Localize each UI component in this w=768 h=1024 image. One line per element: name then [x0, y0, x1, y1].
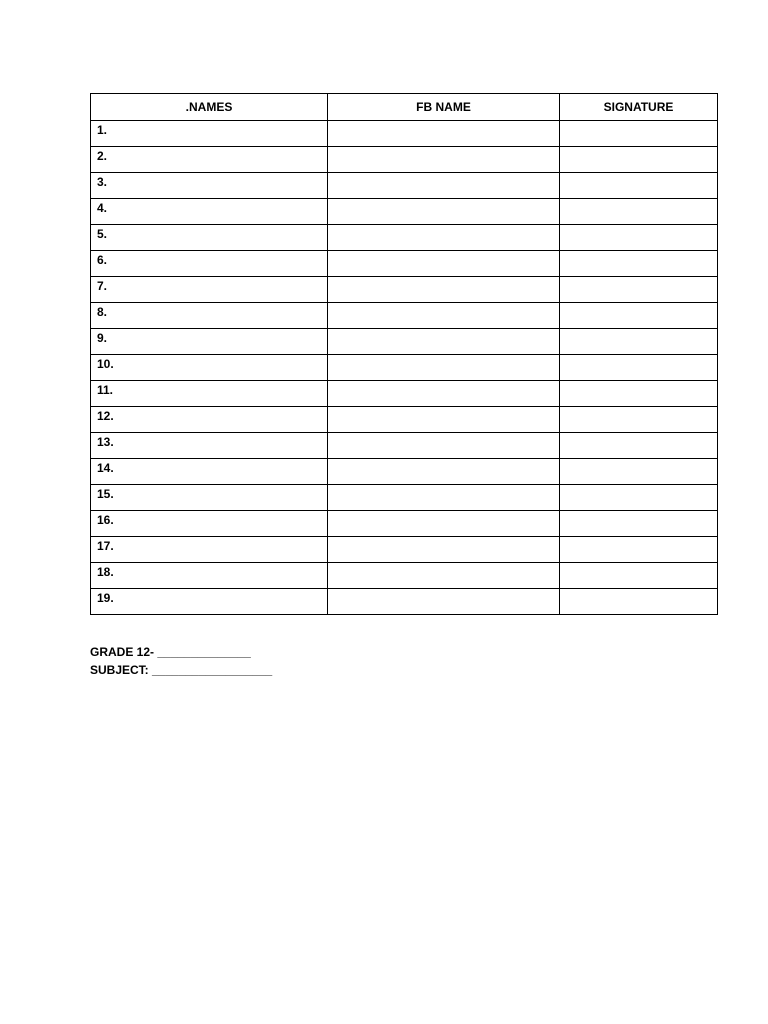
- fb-name-cell[interactable]: [328, 433, 560, 459]
- fb-name-cell[interactable]: [328, 511, 560, 537]
- signature-cell[interactable]: [560, 459, 718, 485]
- signature-cell[interactable]: [560, 225, 718, 251]
- fb-name-cell[interactable]: [328, 277, 560, 303]
- table-row: [91, 589, 718, 615]
- signature-cell[interactable]: [560, 303, 718, 329]
- signature-cell[interactable]: [560, 355, 718, 381]
- name-cell[interactable]: 7.: [91, 277, 328, 303]
- table-row: [91, 537, 718, 563]
- table-row: [91, 381, 718, 407]
- fb-name-cell[interactable]: [328, 537, 560, 563]
- footer-fields: [90, 643, 272, 679]
- fb-name-cell[interactable]: [328, 329, 560, 355]
- table-row: [91, 563, 718, 589]
- fb-name-cell[interactable]: [328, 485, 560, 511]
- header-fb-name: FB NAME: [328, 94, 560, 121]
- signature-cell[interactable]: [560, 485, 718, 511]
- fb-name-cell[interactable]: [328, 121, 560, 147]
- table-row: [91, 277, 718, 303]
- name-cell[interactable]: 8.: [91, 303, 328, 329]
- name-cell[interactable]: 16.: [91, 511, 328, 537]
- fb-name-cell[interactable]: [328, 589, 560, 615]
- fb-name-cell[interactable]: [328, 407, 560, 433]
- name-cell[interactable]: 18.: [91, 563, 328, 589]
- fb-name-cell[interactable]: [328, 303, 560, 329]
- table-row: [91, 485, 718, 511]
- table-row: [91, 147, 718, 173]
- attendance-table: [90, 93, 718, 615]
- name-cell[interactable]: 10.: [91, 355, 328, 381]
- table-row: [91, 433, 718, 459]
- name-cell[interactable]: 13.: [91, 433, 328, 459]
- table-row: [91, 251, 718, 277]
- name-cell[interactable]: 12.: [91, 407, 328, 433]
- table-row: [91, 355, 718, 381]
- fb-name-cell[interactable]: [328, 459, 560, 485]
- fb-name-cell[interactable]: [328, 381, 560, 407]
- signature-cell[interactable]: [560, 511, 718, 537]
- name-cell[interactable]: 15.: [91, 485, 328, 511]
- signature-cell[interactable]: [560, 589, 718, 615]
- signature-cell[interactable]: [560, 147, 718, 173]
- table-row: [91, 173, 718, 199]
- name-cell[interactable]: 17.: [91, 537, 328, 563]
- fb-name-cell[interactable]: [328, 563, 560, 589]
- signature-cell[interactable]: [560, 381, 718, 407]
- signature-cell[interactable]: [560, 433, 718, 459]
- table-row: [91, 511, 718, 537]
- signature-cell[interactable]: [560, 537, 718, 563]
- table-row: [91, 459, 718, 485]
- grade-field: GRADE 12- ______________: [90, 645, 251, 659]
- fb-name-cell[interactable]: [328, 251, 560, 277]
- table-row: [91, 407, 718, 433]
- signature-cell[interactable]: [560, 563, 718, 589]
- table-body: [91, 121, 718, 615]
- signature-cell[interactable]: [560, 329, 718, 355]
- table-row: [91, 225, 718, 251]
- table-row: [91, 303, 718, 329]
- subject-field: SUBJECT: __________________: [90, 663, 273, 677]
- fb-name-cell[interactable]: [328, 355, 560, 381]
- fb-name-cell[interactable]: [328, 147, 560, 173]
- name-cell[interactable]: 5.: [91, 225, 328, 251]
- name-cell[interactable]: 11.: [91, 381, 328, 407]
- signature-cell[interactable]: [560, 277, 718, 303]
- name-cell[interactable]: 9.: [91, 329, 328, 355]
- table-row: [91, 199, 718, 225]
- header-signature: SIGNATURE: [560, 94, 718, 121]
- name-cell[interactable]: 1.: [91, 121, 328, 147]
- name-cell[interactable]: 4.: [91, 199, 328, 225]
- table-header-row: [91, 94, 718, 121]
- fb-name-cell[interactable]: [328, 199, 560, 225]
- signature-cell[interactable]: [560, 121, 718, 147]
- header-names: .NAMES: [91, 94, 328, 121]
- name-cell[interactable]: 6.: [91, 251, 328, 277]
- signature-cell[interactable]: [560, 407, 718, 433]
- fb-name-cell[interactable]: [328, 225, 560, 251]
- name-cell[interactable]: 14.: [91, 459, 328, 485]
- name-cell[interactable]: 2.: [91, 147, 328, 173]
- name-cell[interactable]: 3.: [91, 173, 328, 199]
- table-row: [91, 121, 718, 147]
- fb-name-cell[interactable]: [328, 173, 560, 199]
- signature-cell[interactable]: [560, 199, 718, 225]
- signature-cell[interactable]: [560, 173, 718, 199]
- table-row: [91, 329, 718, 355]
- signature-cell[interactable]: [560, 251, 718, 277]
- name-cell[interactable]: 19.: [91, 589, 328, 615]
